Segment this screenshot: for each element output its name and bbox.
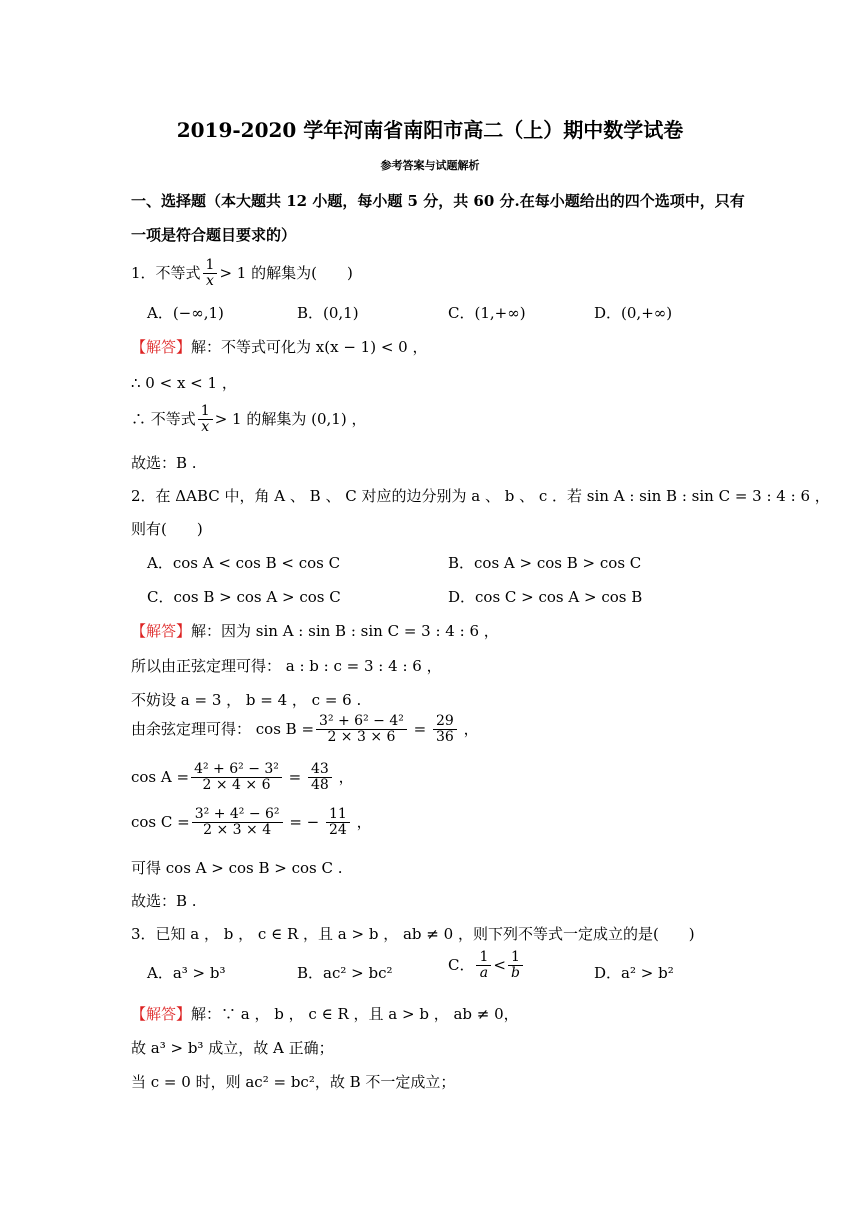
q2-cosC-result <box>326 807 350 839</box>
q3-solution-line1 <box>131 1003 519 1024</box>
q2-option-a: A．cos A < cos B < cos C <box>147 554 341 572</box>
page-subtitle: 参考答案与试题解析 <box>380 159 480 172</box>
section-heading-line2: 一项是符合题目要求的） <box>131 226 297 244</box>
q3-solution-line2: 故 a³ > b³ 成立，故 A 正确； <box>131 1039 334 1057</box>
q2-cosB-res-num: 29 <box>433 714 457 730</box>
q2-solution-last: 可得 cos A > cos B > cos C . <box>131 859 343 877</box>
q1-option-b: B．(0,1) <box>297 304 359 322</box>
q2-cosB-den: 2 × 3 × 6 <box>327 729 396 746</box>
q2-cosA-prefix: cos A = <box>131 767 190 786</box>
q2-cosC-res-den: 24 <box>329 822 347 839</box>
q3-option-d: D．a² > b² <box>594 964 674 982</box>
q1-stem-prefix: 1．不等式 <box>131 263 201 282</box>
q2-cosA-res-den: 48 <box>311 777 329 794</box>
q2-cosA-line: cos A = $\frac{\text{4² + 6² − 3²}}{2 \times 4 \times 6}$ = $\frac{43}{48}$ ， <box>131 761 354 794</box>
page-title: 2019-2020 学年河南省南阳市高二（上）期中数学试卷 <box>176 118 684 142</box>
q3-stem: 3．已知 a ， b ， c ∈ R ，且 a > b ， ab ≠ 0 ，则下列不等式一定成立的是( ) <box>131 925 695 943</box>
q3-option-a: A．a³ > b³ <box>147 964 226 982</box>
q2-stem-line2: 则有( ) <box>131 520 203 538</box>
q3-optC-num2: 1 <box>508 950 523 966</box>
q2-cosA-num: 4² + 6² − 3² <box>191 762 282 778</box>
q3-answer-tag: 【解答】 <box>131 1005 192 1023</box>
q2-cosB-res-den: 36 <box>435 729 454 746</box>
q3-solution-line3: 当 c = 0 时，则 ac² = bc²，故 B 不一定成立； <box>131 1073 456 1091</box>
q1-sol3-suffix: > 1 的解集为 (0,1) ， <box>214 409 367 428</box>
q2-cosA-result <box>308 762 332 794</box>
q2-cosA-res-num: 43 <box>308 762 332 778</box>
q2-cosC-line: cos C = $\frac{\text{3² + 4² − 6²}}{2 \times 3 \times 4}$ = − $\frac{11}{24}$ ， <box>131 806 372 839</box>
q3-optC-frac1 <box>476 950 491 982</box>
q1-fraction <box>203 258 218 290</box>
section-heading-line1: 一、选择题（本大题共 12 小题，每小题 5 分，共 60 分.在每小题给出的四个选项中，只有 <box>131 192 745 210</box>
q2-cosC-fraction <box>192 807 283 839</box>
q1-sol-frac-den: x <box>201 419 210 436</box>
q3-optC-num1: 1 <box>476 950 491 966</box>
q3-option-c: C． $\frac{1}{a}$ < $\frac{1}{b}$ <box>448 950 525 982</box>
q1-answer-tag: 【解答】 <box>131 338 192 356</box>
q2-option-d: D．cos C > cos A > cos B <box>448 588 643 606</box>
q1-sol-frac-num: 1 <box>198 404 213 420</box>
q2-cosC-num: 3² + 4² − 6² <box>192 807 283 823</box>
q2-cosB-prefix: 由余弦定理可得： cos B = <box>131 719 315 738</box>
q2-solution-line1 <box>131 620 499 641</box>
q1-option-c: C．(1,+∞) <box>448 304 526 322</box>
q3-optC-den1: a <box>479 965 489 982</box>
q2-solution-line2: 所以由正弦定理可得： a : b : c = 3 : 4 : 6 ， <box>131 657 442 675</box>
q2-cosB-result <box>433 714 457 746</box>
q2-solution-line3: 不妨设 a = 3 ， b = 4 ， c = 6 . <box>131 691 362 709</box>
q1-frac-den: x <box>206 273 214 290</box>
q1-sol-text1: 解：不等式可化为 x(x − 1) < 0 ， <box>191 338 428 356</box>
q1-solution-line1 <box>131 336 427 357</box>
q1-option-a: A．(−∞,1) <box>147 304 224 322</box>
q1-option-d: D．(0,+∞) <box>594 304 673 322</box>
q1-choice: 故选：B . <box>131 454 197 472</box>
q3-optC-label: C． <box>448 955 475 974</box>
q3-sol-text1: 解：∵ a ， b ， c ∈ R ，且 a > b ， ab ≠ 0， <box>191 1005 519 1023</box>
q2-choice: 故选：B . <box>131 892 197 910</box>
q1-frac-num: 1 <box>203 258 218 274</box>
q2-cosA-fraction <box>191 762 282 794</box>
q1-solution-line3 <box>131 404 366 436</box>
q3-optC-den2: b <box>510 965 520 982</box>
q2-cosA-den: 2 × 4 × 6 <box>202 777 271 794</box>
q2-option-c: C．cos B > cos A > cos C <box>147 588 341 606</box>
q2-sol-text1: 解：因为 sin A : sin B : sin C = 3 : 4 : 6 ， <box>191 622 499 640</box>
q2-cosC-prefix: cos C = <box>131 812 190 831</box>
q2-option-b: B．cos A > cos B > cos C <box>448 554 642 572</box>
q1-sol3-prefix: ∴ 不等式 <box>131 409 196 428</box>
q1-sol-fraction <box>198 404 213 436</box>
q1-stem-suffix: > 1 的解集为( ) <box>219 263 353 282</box>
q2-cosC-res-num: 11 <box>326 807 350 823</box>
q2-cosC-den: 2 × 3 × 4 <box>203 822 272 839</box>
q2-answer-tag: 【解答】 <box>131 622 192 640</box>
q2-cosB-line: 由余弦定理可得： cos B = $\frac{\text{3² + 6² − 4²}}{2 \times 3 \times 6}$ = $\frac{29}{36}$ ， <box>131 713 479 746</box>
q1-solution-line2: ∴ 0 < x < 1 ， <box>131 374 237 392</box>
q2-cosB-fraction <box>316 714 407 746</box>
q1-stem <box>131 258 353 290</box>
q2-stem-line1: 2．在 ΔABC 中，角 A 、 B 、 C 对应的边分别为 a 、 b 、 c ．若 sin A : sin B : sin C = 3 : 4 : 6 ， <box>131 487 830 505</box>
q3-option-b: B．ac² > bc² <box>297 964 393 982</box>
q2-cosB-num: 3² + 6² − 4² <box>316 714 407 730</box>
q3-optC-frac2 <box>508 950 523 982</box>
